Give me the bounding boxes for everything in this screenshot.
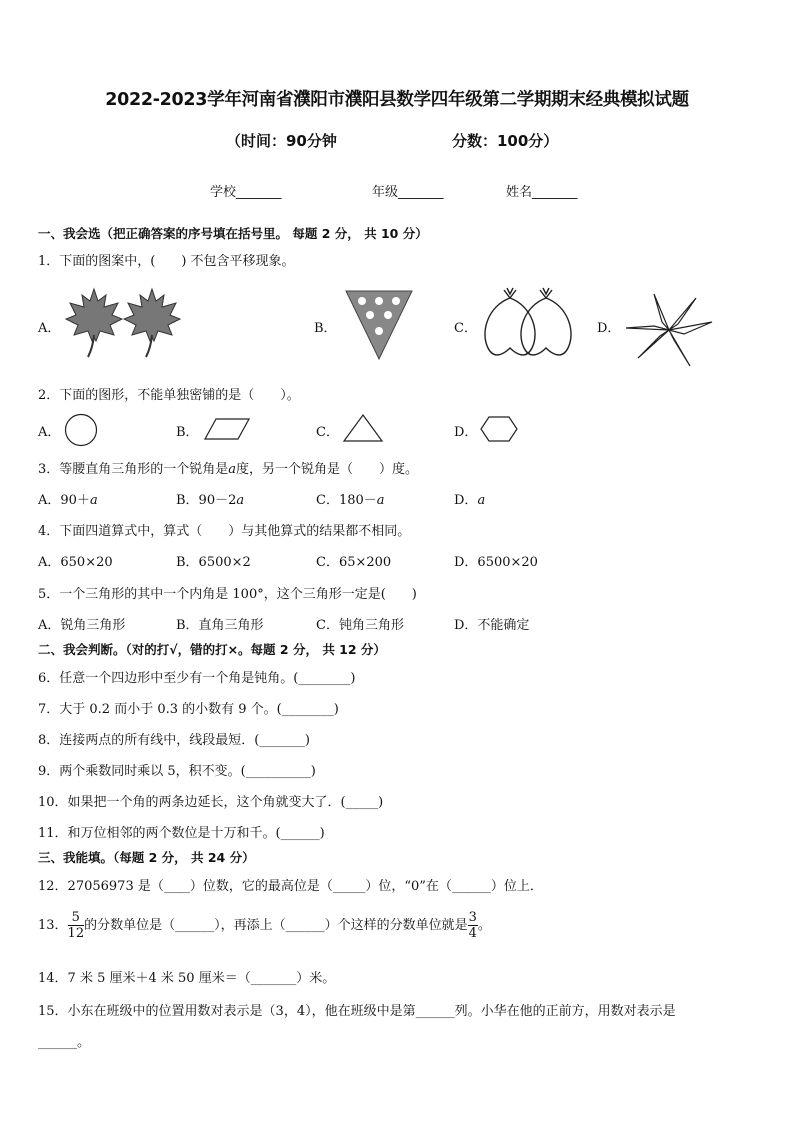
name-field[interactable]: 姓名_______ — [506, 185, 578, 200]
parallelogram-shape — [204, 418, 250, 440]
maple-leaves-image — [64, 287, 184, 359]
q4-option-d[interactable]: D．6500×20 — [454, 555, 538, 570]
triangle-shape — [343, 414, 383, 442]
question-5: 5．一个三角形的其中一个内角是 100°，这个三角形一定是( ) — [38, 587, 417, 602]
question-2: 2．下面的图形，不能单独密铺的是（ ）。 — [38, 388, 300, 403]
fraction-5-12: $\frac{5}{12}$ — [67, 910, 85, 941]
circle-shape — [64, 413, 98, 447]
question-12: 12．27056973 是（____）位数，它的最高位是（_____）位，“0”在（______）位上． — [38, 879, 543, 894]
pinwheel-image — [624, 292, 714, 368]
question-7: 7．大于 0.2 而小于 0.3 的小数有 9 个。(________) — [38, 702, 339, 717]
section-2-heading: 二、我会判断。（对的打√，错的打×。每题 2 分， 共 12 分） — [38, 642, 386, 657]
q5-option-d[interactable]: D．不能确定 — [454, 618, 530, 633]
question-4: 4．下面四道算式中，算式（ ）与其他算式的结果都不相同。 — [38, 524, 411, 539]
page-title: 2022-2023学年河南省濮阳市濮阳县数学四年级第二学期期末经典模拟试题 — [105, 90, 689, 110]
q4-option-a[interactable]: A．650×20 — [38, 555, 113, 570]
q3-option-b[interactable]: B．90－2a — [176, 493, 245, 508]
question-15-continued: ______。 — [38, 1035, 91, 1050]
q1-option-a[interactable]: A． — [38, 321, 61, 336]
q3-option-d[interactable]: D．a — [454, 493, 486, 508]
school-field[interactable]: 学校_______ — [210, 185, 282, 200]
question-13: 13． $\frac{5}{12}$ 的分数单位是（______），再添上（______）个这样的分数单位就是 $\frac{3}{4}$ 。 — [38, 910, 491, 941]
q4-option-b[interactable]: B．6500×2 — [176, 555, 251, 570]
fraction-3-4: $\frac{3}{4}$ — [468, 910, 477, 941]
exam-time: （时间：90分钟 — [226, 132, 337, 150]
q5-option-b[interactable]: B．直角三角形 — [176, 618, 264, 633]
question-11: 11．和万位相邻的两个数位是十万和千。(______) — [38, 826, 325, 841]
heart-bags-image — [478, 286, 578, 362]
section-3-heading: 三、我能填。（每题 2 分， 共 24 分） — [38, 850, 255, 865]
flower-triangle-image — [344, 289, 414, 361]
q2-option-b[interactable]: B． — [176, 425, 199, 440]
question-6: 6．任意一个四边形中至少有一个角是钝角。(________) — [38, 671, 356, 686]
exam-score: 分数：100分） — [452, 132, 559, 150]
q5-option-c[interactable]: C．钝角三角形 — [316, 618, 404, 633]
q1-option-b[interactable]: B． — [314, 321, 337, 336]
question-3: 3．等腰直角三角形的一个锐角是a度，另一个锐角是（ ）度。 — [38, 462, 419, 477]
q2-option-c[interactable]: C． — [316, 425, 339, 440]
q2-option-d[interactable]: D． — [454, 425, 478, 440]
q4-option-c[interactable]: C．65×200 — [316, 555, 392, 570]
question-1: 1．下面的图案中，( ) 不包含平移现象。 — [38, 254, 295, 269]
hexagon-shape — [480, 416, 518, 442]
q3-option-a[interactable]: A．90＋a — [38, 493, 98, 508]
grade-field[interactable]: 年级_______ — [372, 185, 444, 200]
q1-option-d[interactable]: D． — [597, 321, 621, 336]
q2-option-a[interactable]: A． — [38, 425, 61, 440]
q5-option-a[interactable]: A．锐角三角形 — [38, 618, 126, 633]
q3-option-c[interactable]: C．180－a — [316, 493, 385, 508]
question-15: 15．小东在班级中的位置用数对表示是（3，4），他在班级中是第______列。小华在他的正前方，用数对表示是 — [38, 1004, 676, 1019]
question-10: 10．如果把一个角的两条边延长，这个角就变大了．(_____) — [38, 795, 384, 810]
question-14: 14．7 米 5 厘米＋4 米 50 厘米＝（_______）米。 — [38, 971, 336, 986]
q1-option-c[interactable]: C． — [454, 321, 477, 336]
question-9: 9．两个乘数同时乘以 5，积不变。(__________) — [38, 764, 316, 779]
question-8: 8．连接两点的所有线中，线段最短．(_______) — [38, 733, 310, 748]
section-1-heading: 一、我会选（把正确答案的序号填在括号里。 每题 2 分， 共 10 分） — [38, 226, 428, 241]
